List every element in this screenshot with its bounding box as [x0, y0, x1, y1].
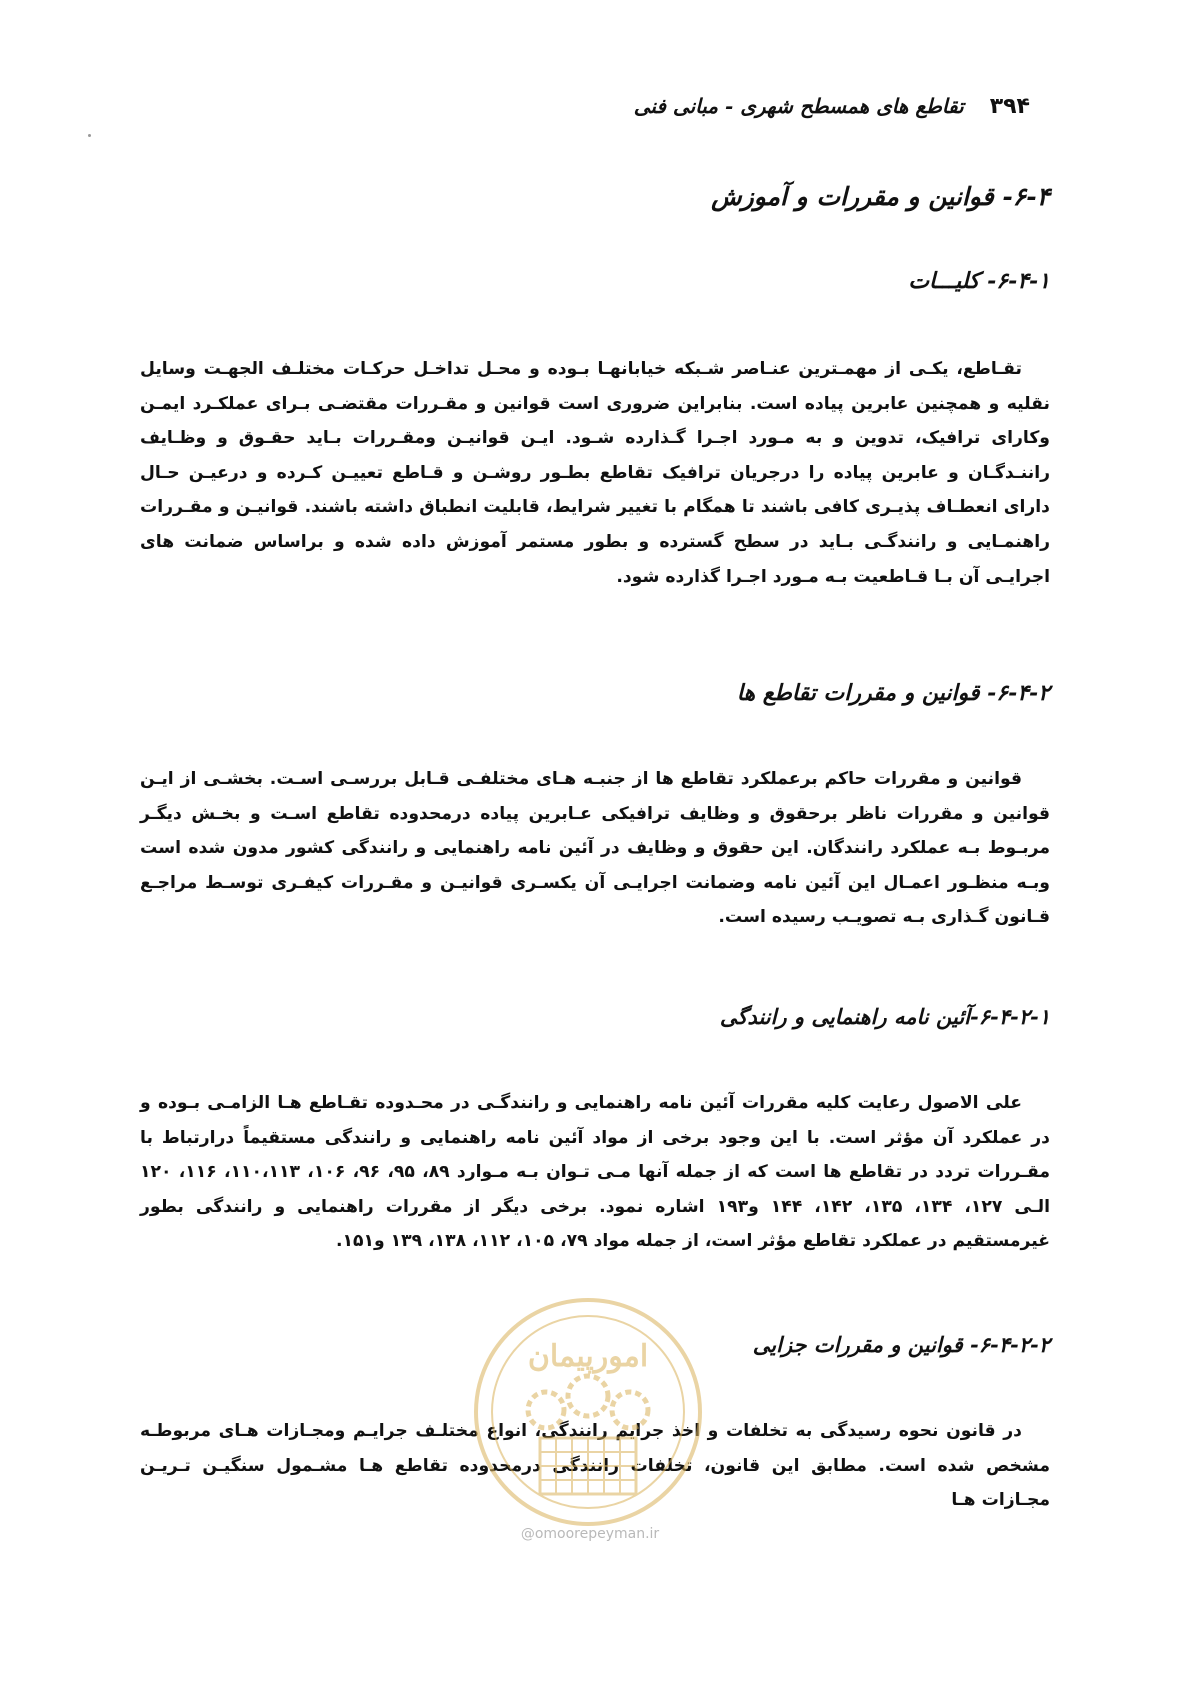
paragraph-general-text: تقـاطع، یکـی از مهمـترین عنـاصر شـبکه خیابانهـا بـوده و محـل تداخـل حرکـات مختلـف الجهـت وسایل نقلیه و همچنین عابرین پیاده است. بنابراین ضروری است قوانین و مقـررات مقتضـی بـرای عملکـرد ایمـن وکارای ترافیک، تدوین و به مـورد اجـرا گـذارده شـود. ایـن قوانیـن ومقـررات بـاید حقـوق و وظـایف راننـدگـان و عابرین پیاده را درجریان ترافیک تقاطع بطـور روشـن و قـاطع تعییـن کـرده و درعیـن حـال دارای انعطـاف پذیـری کافی باشند تا همگام با تغییر شرایط، قابلیت انطباق داشته باشند. قوانیـن و مقـررات راهنمـایی و رانندگـی بـاید در سطح گسترده و بطور مستمر آموزش داده شده و براساس ضمانت های اجرایـی آن بـا قـاطعیت بـه مـورد اجـرا گذارده شود.	[140, 359, 1050, 587]
paragraph-traffic-code	[140, 1086, 1050, 1259]
section-heading-laws-and-training: ۶-۴- قوانین و مقررات و آموزش	[711, 182, 1050, 211]
gear-icon	[528, 1376, 648, 1428]
paragraph-intersection-rules-text: قوانین و مقررات حاکم برعملکرد تقاطع ها از جنبـه هـای مختلفـی قـابل بررسـی اسـت. بخشـی از ایـن قوانین و مقررات ناظر برحقوق و وظایف ترافیکی عـابرین پیاده درمحدوده تقاطع اسـت و بخـش دیگـر مربـوط بـه عملکرد رانندگان. این حقوق و وظایف در آئین نامه راهنمایی و رانندگی کشور مدون شده است وبـه منظـور اعمـال این آئین نامه وضمانت اجرایـی آن یکسـری قوانیـن و مقـررات کیفـری توسـط مراجـع قـانون گـذاری بـه تصویـب رسیده است.	[140, 769, 1050, 928]
margin-mark	[88, 134, 91, 137]
paragraph-penal-rules-text: در قانون نحوه رسیدگی به تخلفات و اخذ جرایم رانندگی، انواع مختلـف جرایـم ومجـازات هـای مربوطـه مشخص شده است. مطابق این قانون، تخلفات رانندگی درمحدوده تقاطع هـا مشـمول سنگیـن تـریـن مجـازات هـا	[140, 1421, 1050, 1511]
section-heading-penal-rules: ۶-۴-۲-۲- قوانین و مقررات جزایی	[752, 1332, 1050, 1357]
grid-icon	[540, 1438, 636, 1494]
section-heading-traffic-code: ۶-۴-۲-۱-آئین نامه راهنمایی و رانندگی	[719, 1004, 1050, 1029]
watermark-brand-text: امورپیمان	[527, 1339, 649, 1374]
watermark-logo	[468, 1292, 708, 1532]
section-heading-general: ۶-۴-۱- کلیـــات	[908, 268, 1050, 294]
paragraph-intersection-rules	[140, 762, 1050, 935]
paragraph-general	[140, 352, 1050, 594]
running-header	[140, 86, 1030, 126]
page-number: ۳۹۴	[989, 93, 1030, 119]
section-heading-intersection-rules: ۶-۴-۲- قوانین و مقررات تقاطع ها	[736, 680, 1050, 706]
watermark-url: @omoorepeyman.ir	[520, 1526, 660, 1542]
running-header-title: تقاطع های همسطح شهری - مبانی فنی	[633, 94, 964, 118]
paragraph-traffic-code-text: علی الاصول رعایت کلیه مقررات آئین نامه راهنمایی و رانندگـی در محـدوده تقـاطع هـا الزامـی بـوده و در عملکرد آن مؤثر است. با این وجود برخی از مواد آئین نامه راهنمایی و رانندگی مستقیماً درارتباط با مقـررات تردد در تقاطع ها است که از جمله آنها مـی تـوان بـه مـوارد ۸۹، ۹۵، ۹۶، ۱۰۶، ۱۱۰،۱۱۳، ۱۱۶، ۱۲۰ الـی ۱۲۷، ۱۳۴، ۱۳۵، ۱۴۲، ۱۴۴ و۱۹۳ اشاره نمود. برخی دیگر از مقررات راهنمایی و رانندگی بطور غیرمستقیم در عملکرد تقاطع مؤثر است، از جمله مواد ۷۹، ۱۰۵، ۱۱۲، ۱۳۸، ۱۳۹ و۱۵۱.	[140, 1093, 1051, 1252]
